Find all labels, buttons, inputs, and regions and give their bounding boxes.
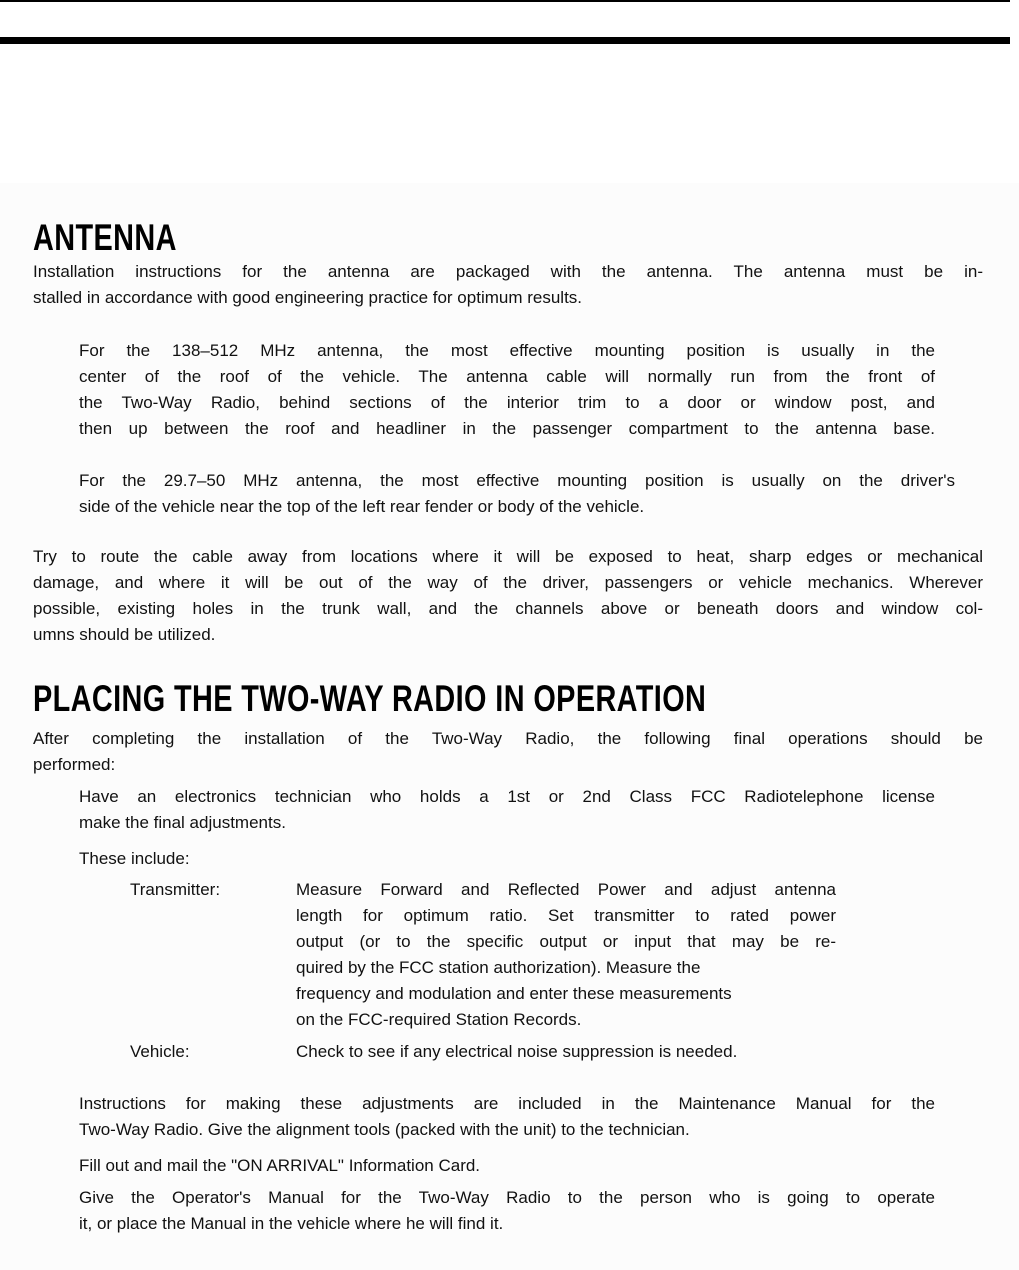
text-line: then up between the roof and headliner in the passenger compartment to the antenna base.: [79, 419, 935, 438]
vehicle-label: Vehicle:: [130, 1042, 190, 1061]
text-line: For the 138–512 MHz antenna, the most effective mounting position is usually in the: [79, 341, 935, 360]
technician-paragraph: [79, 784, 935, 836]
text-line: possible, existing holes in the trunk wall, and the channels above or beneath doors and window col-: [33, 599, 983, 618]
antenna-heading: ANTENNA: [33, 217, 177, 258]
operation-heading: PLACING THE TWO-WAY RADIO IN OPERATION: [33, 678, 707, 719]
text-line: damage, and where it will be out of the way of the driver, passengers or vehicle mechanics. Wherever: [33, 573, 983, 592]
text-line: the Two-Way Radio, behind sections of the interior trim to a door or window post, and: [79, 393, 935, 412]
text-line: Installation instructions for the antenna are packaged with the antenna. The antenna must be in-: [33, 262, 983, 281]
operation-intro: [33, 726, 983, 778]
text-line: stalled in accordance with good engineering practice for optimum results.: [33, 288, 583, 307]
text-line: Give the Operator's Manual for the Two-Way Radio to the person who is going to operate: [79, 1188, 935, 1207]
antenna-intro: [33, 259, 983, 311]
text-line: Try to route the cable away from locations where it will be exposed to heat, sharp edges or mechanical: [33, 547, 983, 566]
transmitter-label: Transmitter:: [130, 880, 221, 899]
text-line: make the final adjustments.: [79, 813, 286, 832]
cable-routing-paragraph: [33, 544, 983, 648]
text-line: Measure Forward and Reflected Power and adjust antenna: [296, 880, 836, 899]
text-line: Two-Way Radio. Give the alignment tools (packed with the unit) to the technician.: [79, 1120, 690, 1139]
text-line: side of the vehicle near the top of the left rear fender or body of the vehicle.: [79, 497, 645, 516]
text-line: frequency and modulation and enter these measurements: [296, 984, 732, 1003]
text-line: on the FCC-required Station Records.: [296, 1010, 582, 1029]
text-line: it, or place the Manual in the vehicle where he will find it.: [79, 1214, 504, 1233]
text-line: performed:: [33, 755, 116, 774]
header-bar: [0, 37, 1010, 44]
lowband-antenna-paragraph: [79, 468, 955, 520]
text-line: center of the roof of the vehicle. The antenna cable will normally run from the front of: [79, 367, 935, 386]
top-rule: [0, 0, 1010, 2]
text-line: After completing the installation of the Two-Way Radio, the following final operations should be: [33, 729, 983, 748]
operators-manual-paragraph: [79, 1185, 935, 1237]
arrival-card-paragraph: Fill out and mail the "ON ARRIVAL" Information Card.: [79, 1156, 481, 1175]
instructions-paragraph: [79, 1091, 935, 1143]
transmitter-description: [296, 877, 836, 1033]
text-line: output (or to the specific output or input that may be re-: [296, 932, 836, 951]
text-line: umns should be utilized.: [33, 625, 216, 644]
these-include-label: These include:: [79, 849, 190, 868]
text-line: length for optimum ratio. Set transmitter to rated power: [296, 906, 836, 925]
text-line: For the 29.7–50 MHz antenna, the most effective mounting position is usually on the driver's: [79, 471, 955, 490]
vhf-antenna-paragraph: [79, 338, 935, 442]
text-line: Instructions for making these adjustments are included in the Maintenance Manual for the: [79, 1094, 935, 1113]
text-line: quired by the FCC station authorization). Measure the: [296, 958, 701, 977]
vehicle-description: Check to see if any electrical noise suppression is needed.: [296, 1042, 738, 1061]
text-line: Have an electronics technician who holds a 1st or 2nd Class FCC Radiotelephone license: [79, 787, 935, 806]
